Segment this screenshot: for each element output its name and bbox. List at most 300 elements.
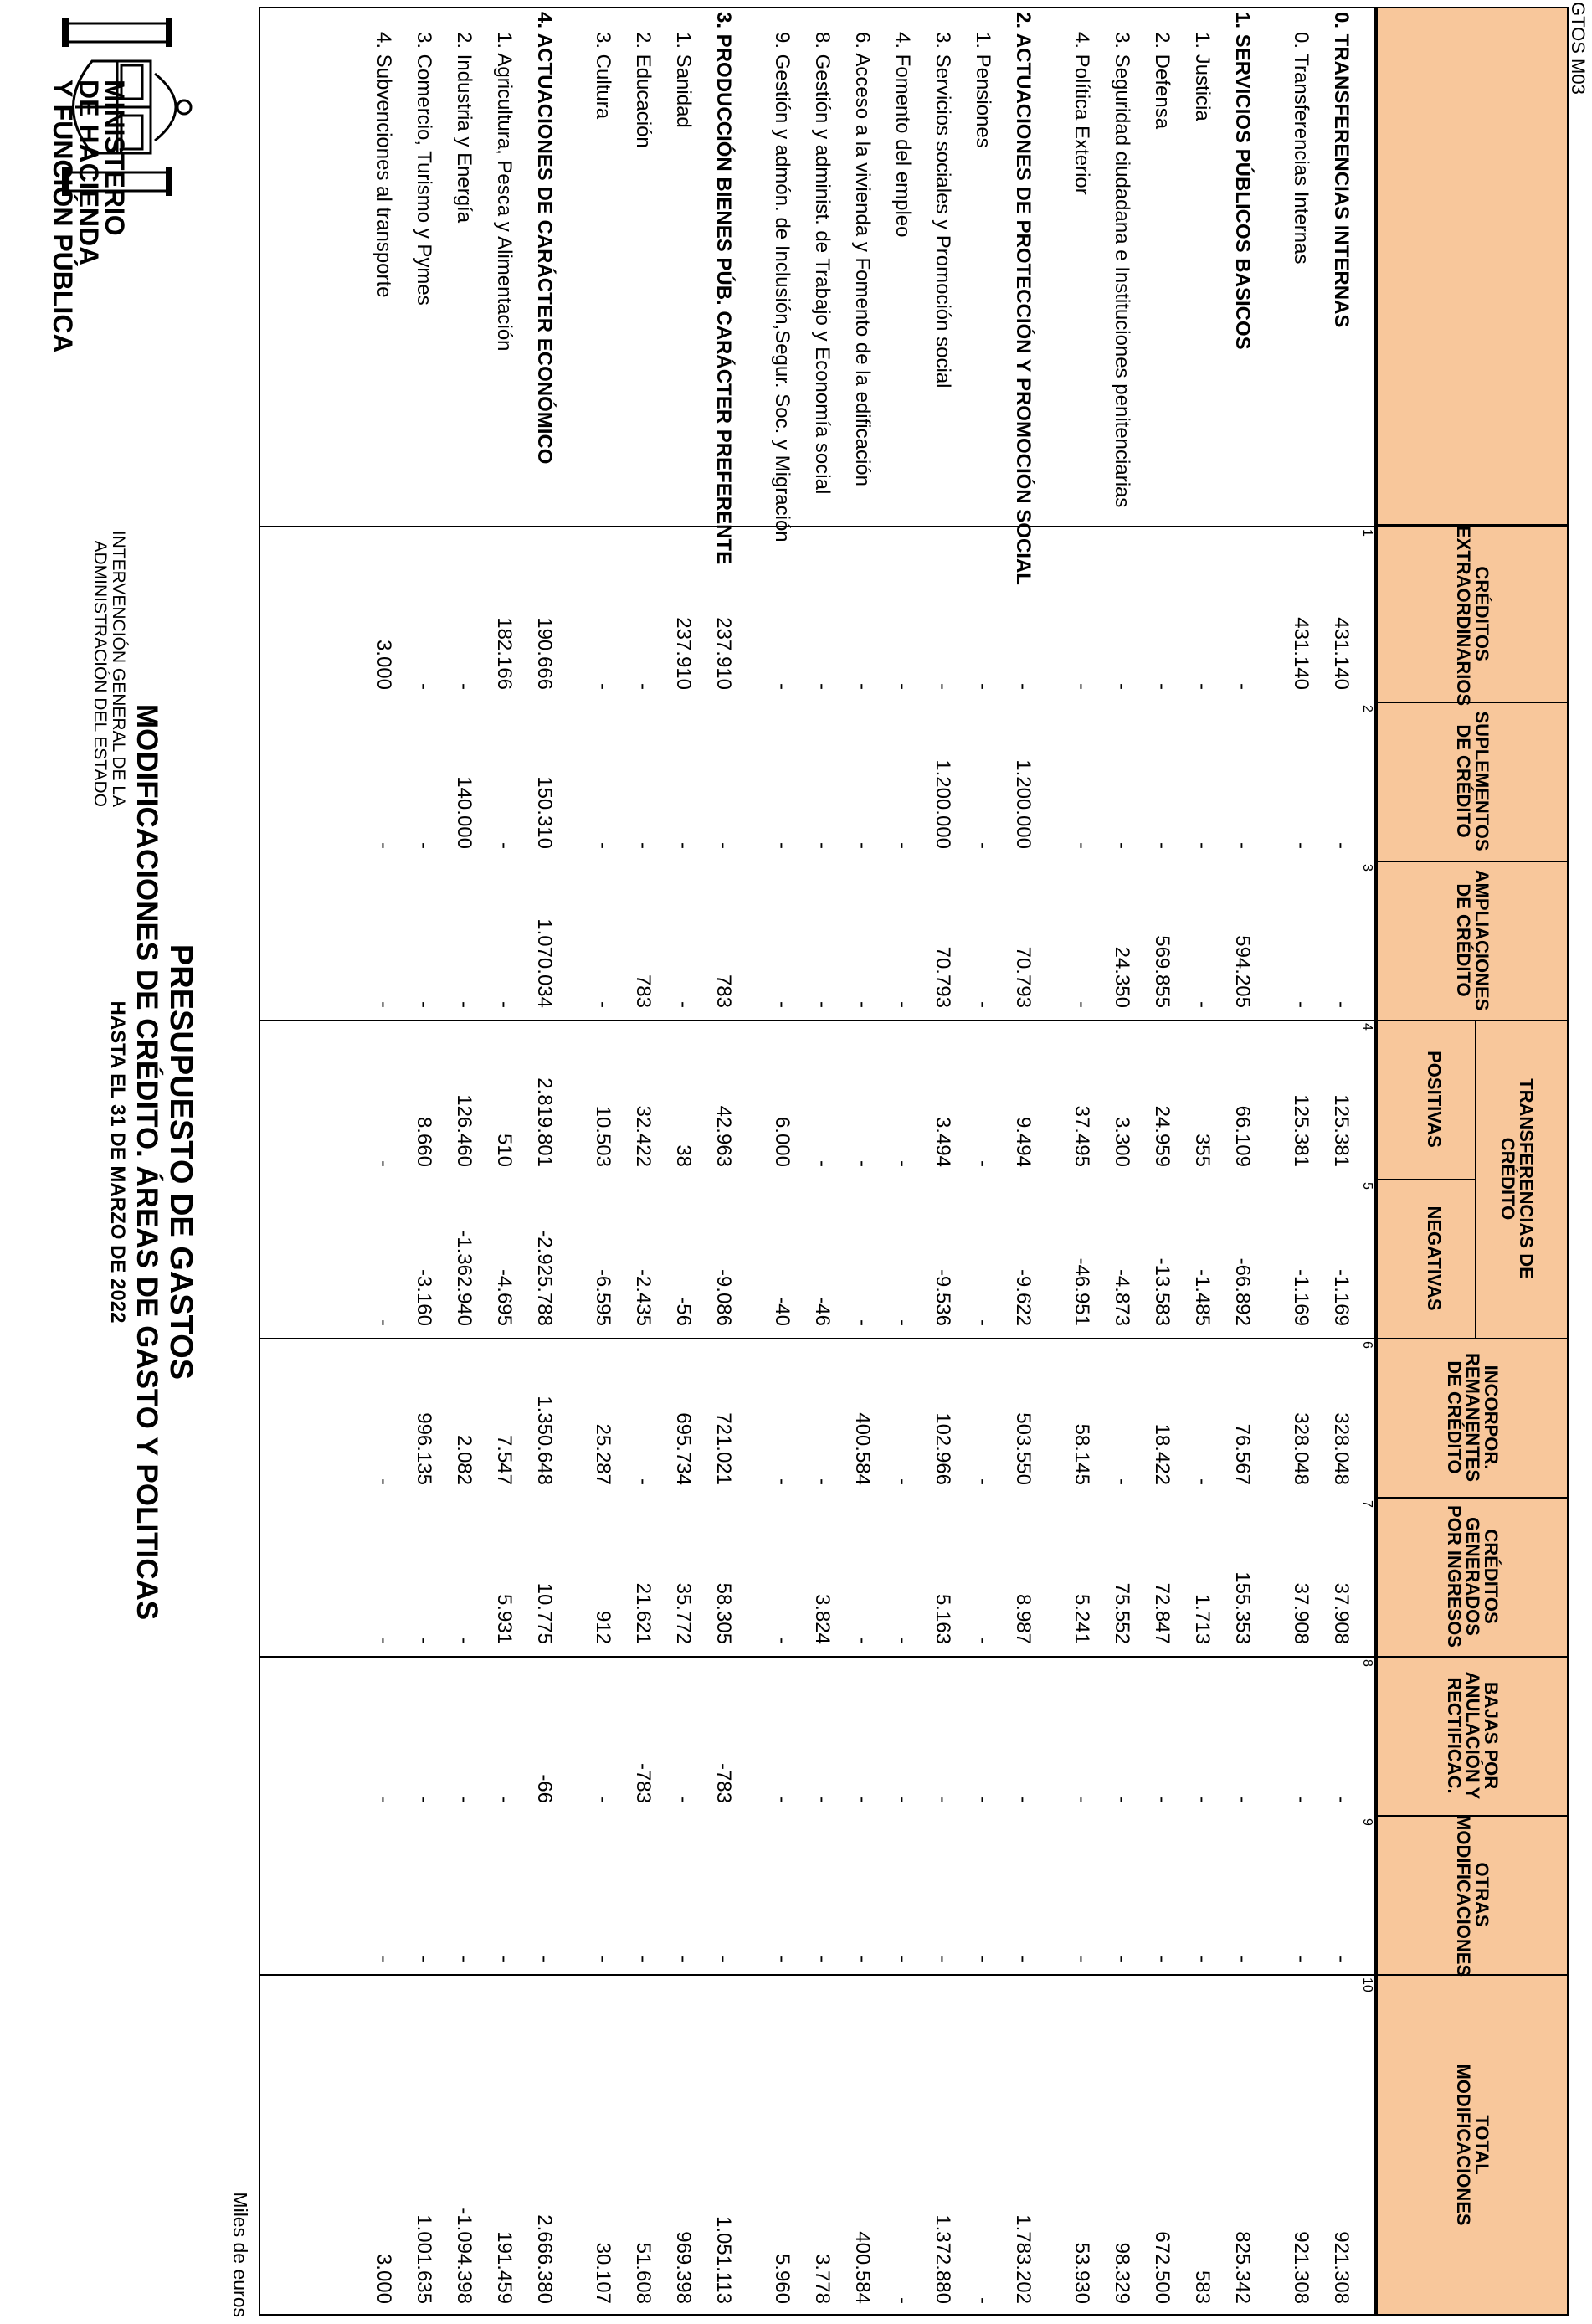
- value-cell: 98.329: [1111, 2242, 1133, 2304]
- table-row: [882, 7, 919, 2316]
- value-cell: -40: [771, 1297, 793, 1326]
- value-cell: -783: [632, 1762, 655, 1803]
- title-line-1: PRESUPUESTO DE GASTOS: [163, 943, 198, 1381]
- value-cell: 53.930: [1071, 2242, 1093, 2304]
- value-cell: -: [413, 1638, 435, 1644]
- value-cell: 1.200.000: [932, 759, 954, 849]
- header-c9-line: OTRAS: [1471, 1862, 1492, 1927]
- ministry-line-3: Y FUNCIÓN PÚBLICA: [48, 80, 78, 353]
- value-cell: -4.873: [1111, 1268, 1133, 1326]
- value-cell: -: [1111, 683, 1133, 690]
- header-transfer-group: [1498, 1020, 1535, 1338]
- value-cell: 721.021: [712, 1412, 735, 1485]
- row-label: 2. Defensa: [1151, 32, 1173, 130]
- value-cell: -: [372, 842, 395, 849]
- value-cell: -: [1290, 842, 1312, 849]
- value-cell: -: [372, 1001, 395, 1008]
- value-cell: -66: [533, 1774, 556, 1803]
- ministry-line-1: MINISTERIO: [100, 80, 130, 236]
- value-cell: 1.350.648: [533, 1396, 556, 1485]
- value-cell: 3.778: [811, 2253, 834, 2304]
- value-cell: -: [672, 1001, 695, 1008]
- value-cell: -: [811, 1160, 834, 1167]
- value-cell: -2.435: [632, 1268, 655, 1326]
- table-row: [363, 7, 400, 2316]
- value-cell: -: [1191, 1001, 1214, 1008]
- section-row: [703, 7, 740, 2316]
- value-cell: 3.000: [372, 2253, 395, 2304]
- value-cell: -: [851, 842, 874, 849]
- value-cell: 3.000: [372, 639, 395, 690]
- value-cell: -: [771, 1638, 793, 1644]
- value-cell: 503.550: [1012, 1412, 1035, 1485]
- value-cell: -1.094.398: [453, 2208, 475, 2304]
- value-cell: 1.200.000: [1012, 759, 1035, 849]
- value-cell: -: [1151, 1797, 1173, 1803]
- modifications-table: [259, 7, 1569, 2316]
- value-cell: -: [972, 1478, 994, 1485]
- value-cell: -: [932, 1956, 954, 1962]
- header-transfer-group-line: CRÉDITO: [1497, 1137, 1518, 1221]
- header-c1: [1453, 526, 1492, 707]
- row-label: 3. Comercio, Turismo y Pymes: [413, 32, 435, 306]
- header-c6-line: DE CRÉDITO: [1444, 1360, 1465, 1474]
- table-row: [802, 7, 839, 2316]
- header-c5: [1425, 1179, 1443, 1338]
- value-cell: -: [1071, 1797, 1093, 1803]
- value-cell: 102.966: [932, 1412, 954, 1485]
- value-cell: -: [592, 1797, 614, 1803]
- value-cell: -: [632, 1478, 655, 1485]
- value-cell: -: [592, 842, 614, 849]
- value-cell: -: [413, 683, 435, 690]
- value-cell: -: [372, 1160, 395, 1167]
- column-number: 4: [1360, 1023, 1374, 1031]
- table-row: [663, 7, 700, 2316]
- value-cell: 58.145: [1071, 1423, 1093, 1485]
- value-cell: 921.308: [1290, 2231, 1312, 2304]
- value-cell: 431.140: [1290, 617, 1312, 690]
- value-cell: -: [372, 1478, 395, 1485]
- header-c6: [1445, 1338, 1500, 1497]
- value-cell: -6.595: [592, 1268, 614, 1326]
- value-cell: -4.695: [493, 1268, 516, 1326]
- value-cell: 355: [1191, 1133, 1214, 1167]
- value-cell: 75.552: [1111, 1582, 1133, 1644]
- value-cell: 6.000: [771, 1116, 793, 1167]
- value-cell: 912: [592, 1610, 614, 1644]
- value-cell: -: [592, 1001, 614, 1008]
- value-cell: 8.987: [1012, 1593, 1035, 1644]
- value-cell: -: [1231, 1956, 1254, 1962]
- value-cell: 2.819.801: [533, 1077, 556, 1167]
- row-label: 2. Educación: [632, 32, 655, 148]
- value-cell: -9.536: [932, 1268, 954, 1326]
- header-c8-line: ANULACIÓN Y: [1462, 1671, 1483, 1800]
- value-cell: 37.495: [1071, 1105, 1093, 1167]
- table-row: [842, 7, 879, 2316]
- column-divider: [1376, 702, 1569, 703]
- value-cell: -: [932, 683, 954, 690]
- value-cell: 37.908: [1330, 1582, 1353, 1644]
- row-label: 3. Seguridad ciudadana e Instituciones penitenciarias: [1111, 32, 1133, 508]
- value-cell: -: [493, 1797, 516, 1803]
- header-c7-line: POR INGRESOS: [1444, 1505, 1465, 1648]
- value-cell: -: [1191, 842, 1214, 849]
- value-cell: -2.925.788: [533, 1230, 556, 1326]
- column-divider: [1376, 1179, 1476, 1180]
- value-cell: 3.494: [932, 1116, 954, 1167]
- value-cell: -: [891, 2297, 914, 2304]
- header-c1-line: CRÉDITOS: [1471, 566, 1492, 661]
- column-divider: [1376, 1020, 1569, 1021]
- value-cell: -: [932, 1797, 954, 1803]
- value-cell: 10.775: [533, 1582, 556, 1644]
- header-c7: [1445, 1497, 1500, 1656]
- value-cell: -3.160: [413, 1268, 435, 1326]
- value-cell: -: [851, 1160, 874, 1167]
- value-cell: 25.287: [592, 1423, 614, 1485]
- value-cell: 5.931: [493, 1593, 516, 1644]
- value-cell: -: [1330, 1797, 1353, 1803]
- value-cell: 182.166: [493, 617, 516, 690]
- section-row: [524, 7, 561, 2316]
- value-cell: 32.422: [632, 1105, 655, 1167]
- value-cell: 783: [632, 974, 655, 1008]
- value-cell: 1.051.113: [712, 2216, 735, 2304]
- value-cell: -: [891, 1956, 914, 1962]
- value-cell: -: [1290, 1001, 1312, 1008]
- column-divider: [1376, 1974, 1569, 1976]
- value-cell: -: [811, 1001, 834, 1008]
- row-label: 0. TRANSFERENCIAS INTERNAS: [1330, 12, 1353, 328]
- value-cell: 996.135: [413, 1412, 435, 1485]
- value-cell: -: [712, 842, 735, 849]
- column-number: 6: [1360, 1341, 1374, 1349]
- row-label: 1. SERVICIOS PÚBLICOS BASICOS: [1231, 12, 1254, 350]
- value-cell: -: [372, 1319, 395, 1326]
- value-cell: 125.381: [1330, 1094, 1353, 1167]
- value-cell: -9.622: [1012, 1268, 1035, 1326]
- value-cell: -: [493, 1956, 516, 1962]
- value-cell: -: [1231, 1797, 1254, 1803]
- value-cell: -: [972, 1638, 994, 1644]
- value-cell: -: [771, 1797, 793, 1803]
- header-c10: [1454, 1974, 1491, 2316]
- value-cell: -: [771, 1001, 793, 1008]
- value-cell: 695.734: [672, 1412, 695, 1485]
- value-cell: -: [1151, 683, 1173, 690]
- header-c7-line: GENERADOS: [1462, 1517, 1483, 1636]
- column-divider: [1376, 526, 1569, 527]
- table-row: [1281, 7, 1317, 2316]
- value-cell: -: [1231, 683, 1254, 690]
- value-cell: -: [453, 1956, 475, 1962]
- row-label: 1. Pensiones: [972, 32, 994, 148]
- value-cell: 42.963: [712, 1105, 735, 1167]
- column-number: 10: [1360, 1977, 1374, 1992]
- value-cell: 237.910: [672, 617, 695, 690]
- header-c9: [1453, 1815, 1492, 1977]
- header-c3-line: DE CRÉDITO: [1453, 883, 1474, 997]
- column-number: 9: [1360, 1818, 1374, 1826]
- value-cell: 672.500: [1151, 2231, 1173, 2304]
- column-number: 3: [1360, 864, 1374, 872]
- value-cell: -: [1111, 1797, 1133, 1803]
- value-cell: -46: [811, 1297, 834, 1326]
- value-cell: 66.109: [1231, 1105, 1254, 1167]
- org-line-1: INTERVENCIÓN GENERAL DE LA: [109, 530, 128, 807]
- table-row: [1102, 7, 1138, 2316]
- value-cell: -: [972, 1956, 994, 1962]
- value-cell: -: [672, 1956, 695, 1962]
- value-cell: -: [811, 1797, 834, 1803]
- value-cell: -1.362.940: [453, 1230, 475, 1326]
- value-cell: -: [891, 1001, 914, 1008]
- value-cell: 594.205: [1231, 935, 1254, 1008]
- header-c6-line: REMANENTES: [1462, 1352, 1483, 1482]
- value-cell: 72.847: [1151, 1582, 1173, 1644]
- column-divider: [1376, 1338, 1569, 1339]
- value-cell: -: [1071, 1956, 1093, 1962]
- value-cell: -: [1191, 683, 1214, 690]
- section-row: [1003, 7, 1040, 2316]
- table-row: [444, 7, 480, 2316]
- value-cell: -: [372, 1956, 395, 1962]
- value-cell: -: [891, 1638, 914, 1644]
- value-cell: -: [413, 1001, 435, 1008]
- value-cell: 1.713: [1191, 1593, 1214, 1644]
- value-cell: -: [632, 842, 655, 849]
- header-c8-line: BAJAS POR: [1481, 1681, 1502, 1790]
- title-line-3: HASTA EL 31 DE MARZO DE 2022: [106, 1000, 129, 1324]
- value-cell: -9.086: [712, 1268, 735, 1326]
- value-cell: 9.494: [1012, 1116, 1035, 1167]
- header-c6-line: INCORPOR.: [1481, 1365, 1502, 1470]
- header-c2-line: DE CRÉDITO: [1453, 724, 1474, 838]
- value-cell: 5.163: [932, 1593, 954, 1644]
- value-cell: 583: [1191, 2270, 1214, 2304]
- value-cell: 1.783.202: [1012, 2214, 1035, 2304]
- value-cell: 30.107: [592, 2242, 614, 2304]
- table-row: [583, 7, 619, 2316]
- value-cell: -: [1231, 842, 1254, 849]
- value-cell: -: [1191, 1797, 1214, 1803]
- value-cell: -: [453, 1638, 475, 1644]
- value-cell: 431.140: [1330, 617, 1353, 690]
- column-number: 8: [1360, 1659, 1374, 1667]
- value-cell: -: [632, 1956, 655, 1962]
- value-cell: -: [1071, 1001, 1093, 1008]
- value-cell: 1.001.635: [413, 2214, 435, 2304]
- value-cell: -: [1330, 1956, 1353, 1962]
- value-cell: -1.169: [1290, 1268, 1312, 1326]
- value-cell: -: [771, 842, 793, 849]
- value-cell: -: [851, 1638, 874, 1644]
- value-cell: -: [851, 1797, 874, 1803]
- header-c2: [1454, 702, 1491, 861]
- row-label: 4. Fomento del empleo: [891, 32, 914, 238]
- table-row: [1061, 7, 1098, 2316]
- value-cell: -: [493, 1001, 516, 1008]
- column-divider: [1376, 1656, 1569, 1658]
- value-cell: 21.621: [632, 1582, 655, 1644]
- row-label: 2. Industria y Energía: [453, 32, 475, 224]
- value-cell: 51.608: [632, 2242, 655, 2304]
- value-cell: 126.460: [453, 1094, 475, 1167]
- row-label: 4. Subvenciones al transporte: [372, 32, 395, 298]
- value-cell: -: [891, 1160, 914, 1167]
- header-c3-line: AMPLIACIONES: [1471, 869, 1492, 1011]
- value-cell: -: [851, 683, 874, 690]
- value-cell: 58.305: [712, 1582, 735, 1644]
- value-cell: -: [972, 1319, 994, 1326]
- column-number: 2: [1360, 705, 1374, 712]
- value-cell: 400.584: [851, 1412, 874, 1485]
- value-cell: 825.342: [1231, 2231, 1254, 2304]
- row-label: 3. Servicios sociales y Promoción social: [932, 32, 954, 388]
- row-label: 9. Gestión y admón. de Inclusión,Segur. Soc. y Migración: [771, 32, 793, 542]
- value-cell: -: [372, 1797, 395, 1803]
- value-cell: -: [771, 683, 793, 690]
- value-cell: -: [493, 842, 516, 849]
- value-cell: -783: [712, 1762, 735, 1803]
- ministry-line-2: DE HACIENDA: [74, 80, 104, 266]
- row-label: 3. Cultura: [592, 32, 614, 120]
- header-c10-line: TOTAL: [1471, 2115, 1492, 2175]
- value-cell: -: [972, 842, 994, 849]
- row-label: 6. Acceso a la vivienda y Fomento de la edificación: [851, 32, 874, 486]
- value-cell: 70.793: [1012, 946, 1035, 1008]
- organization-name: [90, 305, 127, 807]
- value-cell: 2.666.380: [533, 2214, 556, 2304]
- value-cell: -: [1191, 1478, 1214, 1485]
- value-cell: -: [372, 1638, 395, 1644]
- value-cell: -: [533, 1956, 556, 1962]
- value-cell: 150.310: [533, 776, 556, 849]
- value-cell: -: [1290, 1797, 1312, 1803]
- table-header-label-column: [1376, 7, 1569, 526]
- value-cell: 38: [672, 1144, 695, 1167]
- row-label: 4. Política Exterior: [1071, 32, 1093, 195]
- org-line-2: ADMINISTRACIÓN DEL ESTADO: [90, 540, 110, 807]
- value-cell: -56: [672, 1297, 695, 1326]
- value-cell: -: [811, 1478, 834, 1485]
- value-cell: -46.951: [1071, 1257, 1093, 1326]
- value-cell: -: [891, 1319, 914, 1326]
- value-cell: -: [592, 1956, 614, 1962]
- value-cell: 155.353: [1231, 1571, 1254, 1644]
- value-cell: -: [1330, 842, 1353, 849]
- row-label: 1. Agricultura, Pesca y Alimentación: [493, 32, 516, 352]
- table-row: [484, 7, 521, 2316]
- value-cell: -13.583: [1151, 1257, 1173, 1326]
- value-cell: -: [1111, 1478, 1133, 1485]
- value-cell: 5.241: [1071, 1593, 1093, 1644]
- column-divider: [1376, 1815, 1569, 1817]
- value-cell: -: [592, 683, 614, 690]
- table-row: [1142, 7, 1179, 2316]
- value-cell: -: [972, 1797, 994, 1803]
- column-divider: [1376, 1497, 1569, 1499]
- value-cell: 3.824: [811, 1593, 834, 1644]
- value-cell: 969.398: [672, 2231, 695, 2304]
- value-cell: -: [1012, 1797, 1035, 1803]
- table-row: [963, 7, 999, 2316]
- title-line-2: MODIFICACIONES DE CRÉDITO. ÁREAS DE GASTO Y POLITICAS: [131, 703, 163, 1621]
- value-cell: 24.959: [1151, 1105, 1173, 1167]
- header-c8: [1445, 1656, 1500, 1815]
- header-c3: [1454, 861, 1491, 1020]
- value-cell: 1.070.034: [533, 918, 556, 1008]
- header-c10-line: MODIFICACIONES: [1453, 2064, 1474, 2226]
- table-row: [1182, 7, 1219, 2316]
- value-cell: 783: [712, 974, 735, 1008]
- header-c9-line: MODIFICACIONES: [1453, 1815, 1474, 1977]
- value-cell: -: [672, 842, 695, 849]
- value-cell: 76.567: [1231, 1423, 1254, 1485]
- value-cell: -: [1071, 683, 1093, 690]
- value-cell: -: [1111, 1956, 1133, 1962]
- value-cell: 2.082: [453, 1434, 475, 1485]
- value-cell: -: [891, 1797, 914, 1803]
- value-cell: -: [972, 683, 994, 690]
- value-cell: -: [1012, 1956, 1035, 1962]
- value-cell: 10.503: [592, 1105, 614, 1167]
- row-label: 0. Transferencias Internas: [1290, 32, 1312, 265]
- value-cell: -: [413, 842, 435, 849]
- value-cell: -: [851, 1001, 874, 1008]
- value-cell: -: [972, 2297, 994, 2304]
- value-cell: -: [632, 683, 655, 690]
- value-cell: -: [811, 683, 834, 690]
- table-row: [922, 7, 959, 2316]
- header-c5-line: NEGATIVAS: [1424, 1206, 1445, 1311]
- value-cell: -: [771, 1478, 793, 1485]
- value-cell: -: [1290, 1956, 1312, 1962]
- section-row: [1222, 7, 1259, 2316]
- table-row: [403, 7, 440, 2316]
- value-cell: 921.308: [1330, 2231, 1353, 2304]
- value-cell: -: [1151, 1956, 1173, 1962]
- row-label: 1. Justicia: [1191, 32, 1214, 121]
- value-cell: -: [1071, 842, 1093, 849]
- value-cell: 7.547: [493, 1434, 516, 1485]
- value-cell: -1.485: [1191, 1268, 1214, 1326]
- value-cell: -: [972, 1001, 994, 1008]
- value-cell: 569.855: [1151, 935, 1173, 1008]
- value-cell: -: [891, 842, 914, 849]
- value-cell: -: [851, 1956, 874, 1962]
- value-cell: -: [712, 1956, 735, 1962]
- value-cell: 125.381: [1290, 1094, 1312, 1167]
- header-c7-line: CRÉDITOS: [1481, 1529, 1502, 1624]
- value-cell: 8.660: [413, 1116, 435, 1167]
- value-cell: 35.772: [672, 1582, 695, 1644]
- table-row: [762, 7, 799, 2316]
- row-label: 3. PRODUCCIÓN BIENES PÚB. CARÁCTER PREFERENTE: [712, 12, 735, 565]
- value-cell: 70.793: [932, 946, 954, 1008]
- section-row: [1321, 7, 1358, 2316]
- table-row: [623, 7, 660, 2316]
- column-number: 1: [1360, 529, 1374, 537]
- header-transfer-group-line: TRANSFERENCIAS DE: [1516, 1078, 1537, 1279]
- value-cell: 24.350: [1111, 946, 1133, 1008]
- value-cell: -: [811, 842, 834, 849]
- header-c4: [1425, 1020, 1443, 1179]
- column-number: 5: [1360, 1182, 1374, 1190]
- column-divider: [1376, 861, 1569, 862]
